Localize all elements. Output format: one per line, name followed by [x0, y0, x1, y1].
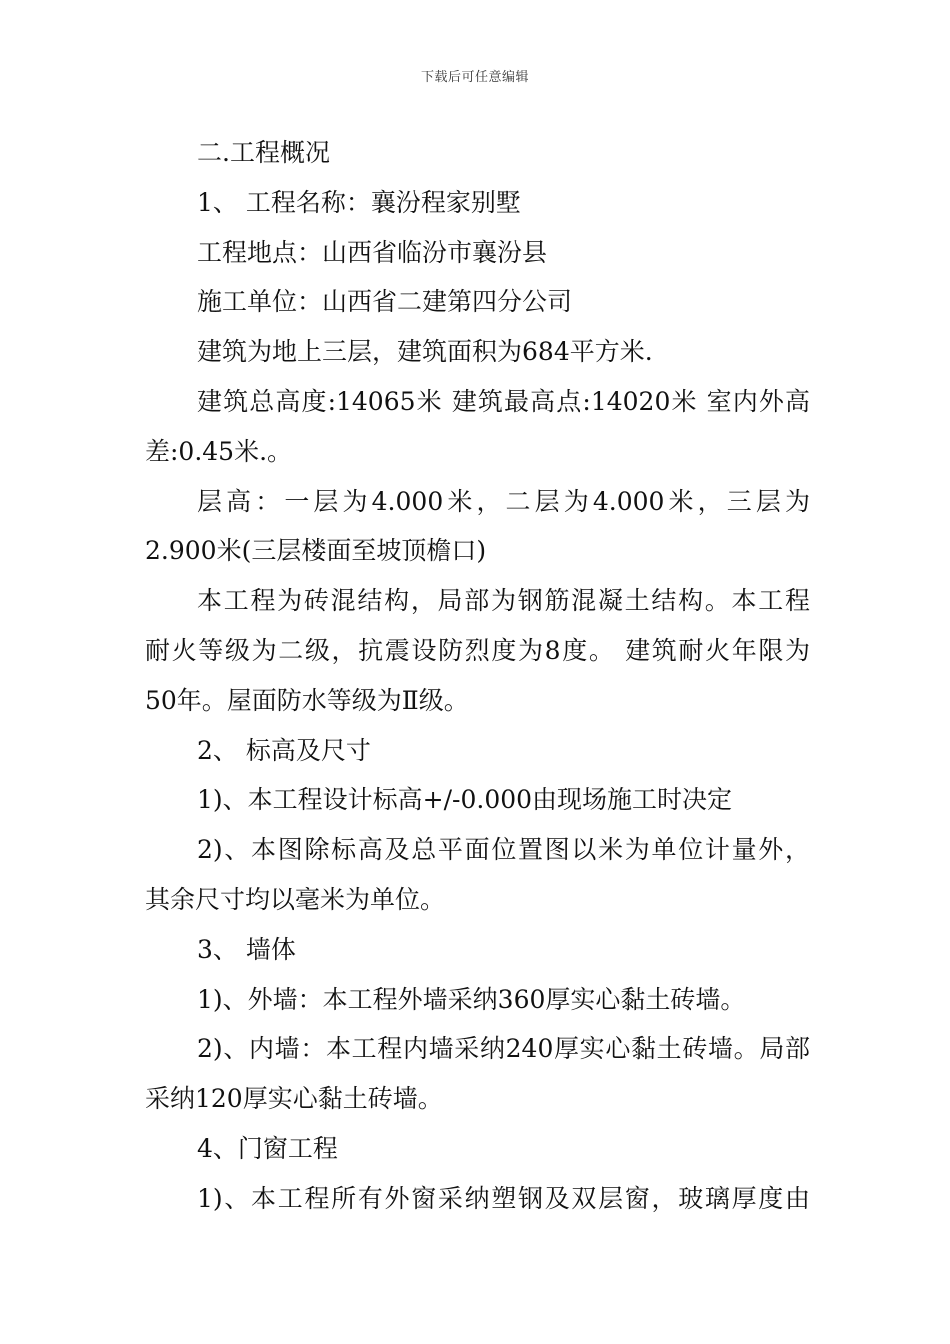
document-body [145, 128, 810, 1224]
list-item: 1)、外墙：本工程外墙采纳360厚实心黏土砖墙。 [197, 984, 746, 1014]
list-item: 2)、内墙：本工程内墙采纳240厚实心黏土砖墙。局部 [197, 1034, 810, 1064]
text-line: 采纳120厚实心黏土砖墙。 [145, 1084, 443, 1114]
list-item: 1、 工程名称：襄汾程家别墅 [197, 187, 521, 217]
list-item: 3、 墙体 [197, 934, 296, 964]
text-line: 差:0.45米.。 [145, 436, 293, 466]
page-header: 下载后可任意编辑 [420, 70, 529, 85]
text-line: 其余尺寸均以毫米为单位。 [145, 884, 446, 914]
text-line: 50年。屋面防水等级为Ⅱ级。 [145, 685, 469, 715]
section-heading: 二.工程概况 [197, 138, 330, 167]
text-line: 本工程为砖混结构，局部为钢筋混凝土结构。本工程 [197, 586, 810, 616]
text-line: 建筑为地上三层，建筑面积为684平方米. [197, 337, 653, 367]
text-line: 工程地点：山西省临汾市襄汾县 [197, 237, 548, 267]
text-line: 施工单位：山西省二建第四分公司 [197, 287, 573, 317]
text-line: 建筑总高度:14065米 建筑最高点:14020米 室内外高 [197, 386, 810, 416]
list-item: 2、 标高及尺寸 [197, 735, 371, 765]
list-item: 4、门窗工程 [197, 1133, 338, 1163]
list-item: 1)、本工程设计标高+/-0.000由现场施工时决定 [197, 785, 733, 815]
text-line: 层高：一层为4.000米，二层为4.000米，三层为 [197, 486, 810, 516]
list-item: 2)、本图除标高及总平面位置图以米为单位计量外， [197, 835, 810, 865]
text-line: 耐火等级为二级，抗震设防烈度为8度。 建筑耐火年限为 [145, 635, 810, 665]
list-item: 1)、本工程所有外窗采纳塑钢及双层窗，玻璃厚度由 [197, 1183, 810, 1213]
text-line: 2.900米(三层楼面至坡顶檐口) [145, 536, 487, 566]
